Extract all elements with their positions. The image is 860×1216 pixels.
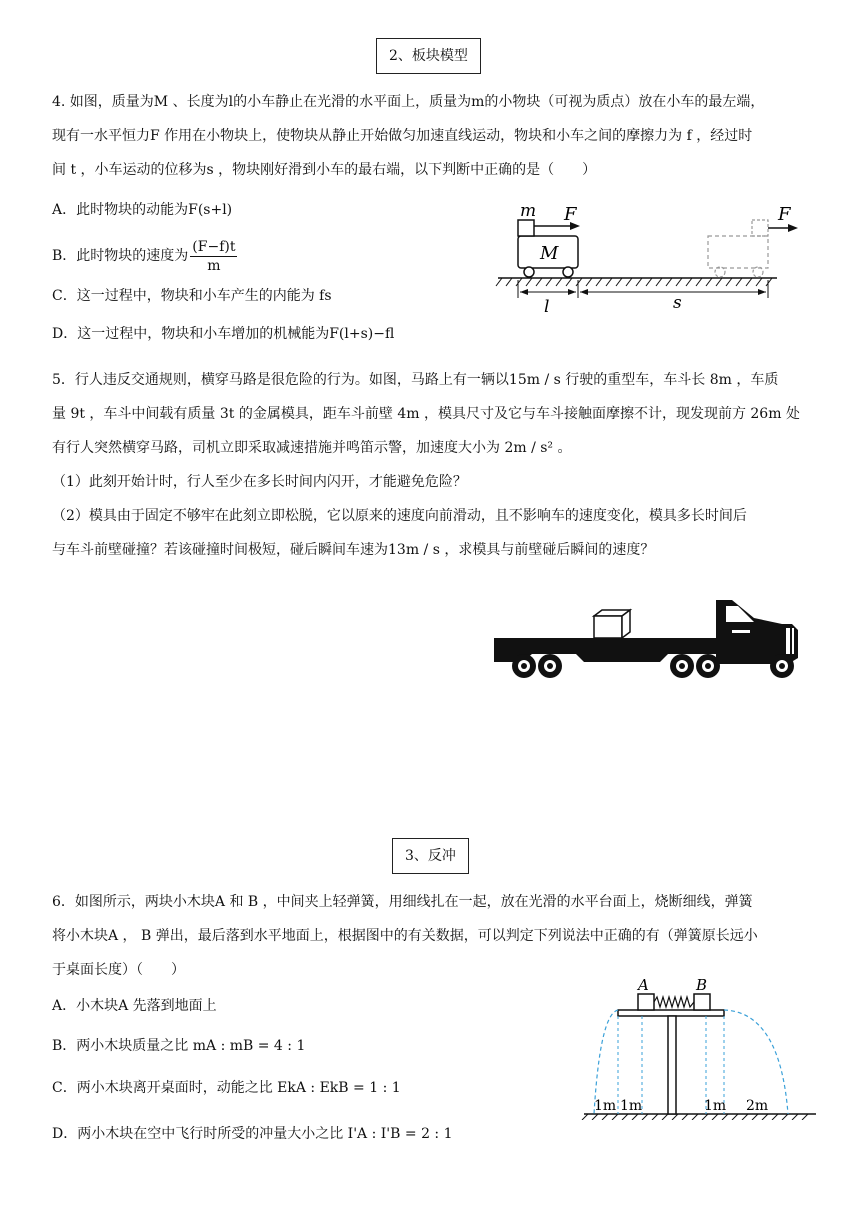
- q6-option-b: B．两小木块质量之比 mA : mB = 4 : 1: [52, 1038, 306, 1054]
- table-leg: [668, 1016, 676, 1114]
- q4-stem-line-3: 间 t ，小车运动的位移为s ，物块刚好滑到小车的最右端，以下判断中正确的是（ ）: [52, 162, 597, 178]
- label-f-2: F: [778, 204, 791, 225]
- distance-label-1: 1m: [594, 1098, 617, 1114]
- distance-label-2: 1m: [620, 1098, 643, 1114]
- q5-sub-question-2-line-2: 与车斗前壁碰撞？若该碰撞时间极短，碰后瞬间车速为13m / s ，求模具与前壁碰后瞬间的速度？: [52, 542, 655, 558]
- q6-line-3: 于桌面长度）（ ）: [52, 962, 185, 978]
- q6-option-d: D．两小木块在空中飞行时所受的冲量大小之比 I'A : I'B = 2 : 1: [52, 1126, 453, 1142]
- block-m: [518, 220, 534, 236]
- q6-table-figure: [580, 970, 820, 1120]
- label-s: s: [673, 293, 682, 313]
- q4-cart-figure: [492, 198, 802, 318]
- q4-option-b-numerator: (F−f)t: [192, 238, 236, 255]
- section-2-title: 2、板块模型: [376, 38, 481, 74]
- q5-line-2: 量 9t ，车斗中间载有质量 3t 的金属模具，距车斗前壁 4m ，模具尺寸及它与车斗接触面摩擦不计，现发现前方 26m 处: [52, 406, 800, 422]
- label-big-m: M: [540, 243, 559, 264]
- q5-sub-question-1: （1）此刻开始计时，行人至少在多长时间内闪开，才能避免危险？: [52, 474, 467, 490]
- cart-ghost: [708, 236, 768, 268]
- cart-wheel-left: [524, 267, 534, 277]
- q5-line-1: 5．行人违反交通规则，横穿马路是很危险的行为。如图，马路上有一辆以15m / s 行驶的重型车，车斗长 8m ，车质: [52, 372, 779, 388]
- q4-option-b-prefix: B．此时物块的速度为: [52, 248, 189, 264]
- label-m: m: [520, 201, 537, 221]
- truck-flatbed: [494, 638, 716, 650]
- cart-wheel-right: [563, 267, 573, 277]
- distance-label-4: 2m: [746, 1098, 769, 1114]
- q4-option-b-fraction: [190, 238, 237, 275]
- q5-line-3: 有行人突然横穿马路，司机立即采取减速措施并鸣笛示警，加速度大小为 2m / s² 。: [52, 440, 572, 456]
- q6-line-1: 6．如图所示，两块小木块A 和 B ，中间夹上轻弹簧，用细线扎在一起，放在光滑的水平台面上，烧断细线，弹簧: [52, 894, 753, 910]
- q4-option-b-denominator: m: [207, 257, 221, 274]
- distance-label-3: 1m: [704, 1098, 727, 1114]
- q5-truck-figure: [492, 594, 808, 684]
- table-top: [618, 1010, 724, 1016]
- q4-stem-line-1: 4. 如图，质量为M 、长度为l的小车静止在光滑的水平面上，质量为m的小物块（可视为质点）放在小车的最左端，: [52, 94, 765, 110]
- block-ghost: [752, 220, 768, 236]
- q4-stem-line-2: 现有一水平恒力F 作用在小物块上，使物块从静止开始做匀加速直线运动，物块和小车之间的摩擦力为 f ，经过时: [52, 128, 753, 144]
- q6-option-c: C．两小木块离开桌面时，动能之比 EkA : EkB = 1 : 1: [52, 1080, 401, 1096]
- spring: [654, 997, 694, 1007]
- q4-option-c: C．这一过程中，物块和小车产生的内能为 fs: [52, 288, 332, 304]
- block-b: [694, 994, 710, 1010]
- q6-line-2: 将小木块A ， B 弹出，最后落到水平地面上，根据图中的有关数据，可以判定下列说法中正确的有（弹簧原长远小: [52, 928, 758, 944]
- block-a: [638, 994, 654, 1010]
- q4-option-a: A．此时物块的动能为F(s+l): [52, 202, 233, 218]
- section-3-title: 3、反冲: [392, 838, 469, 874]
- q6-option-a: A．小木块A 先落到地面上: [52, 998, 217, 1014]
- label-a: A: [638, 976, 649, 994]
- q4-option-b: [52, 236, 239, 276]
- label-l: l: [544, 297, 550, 317]
- q5-sub-question-2-line-1: （2）模具由于固定不够牢在此刻立即松脱，它以原来的速度向前滑动，且不影响车的速度变化，模具多长时间后: [52, 508, 747, 524]
- q4-option-d: D．这一过程中，物块和小车增加的机械能为F(l+s)−fl: [52, 326, 395, 342]
- label-f: F: [564, 204, 577, 225]
- label-b: B: [696, 976, 708, 994]
